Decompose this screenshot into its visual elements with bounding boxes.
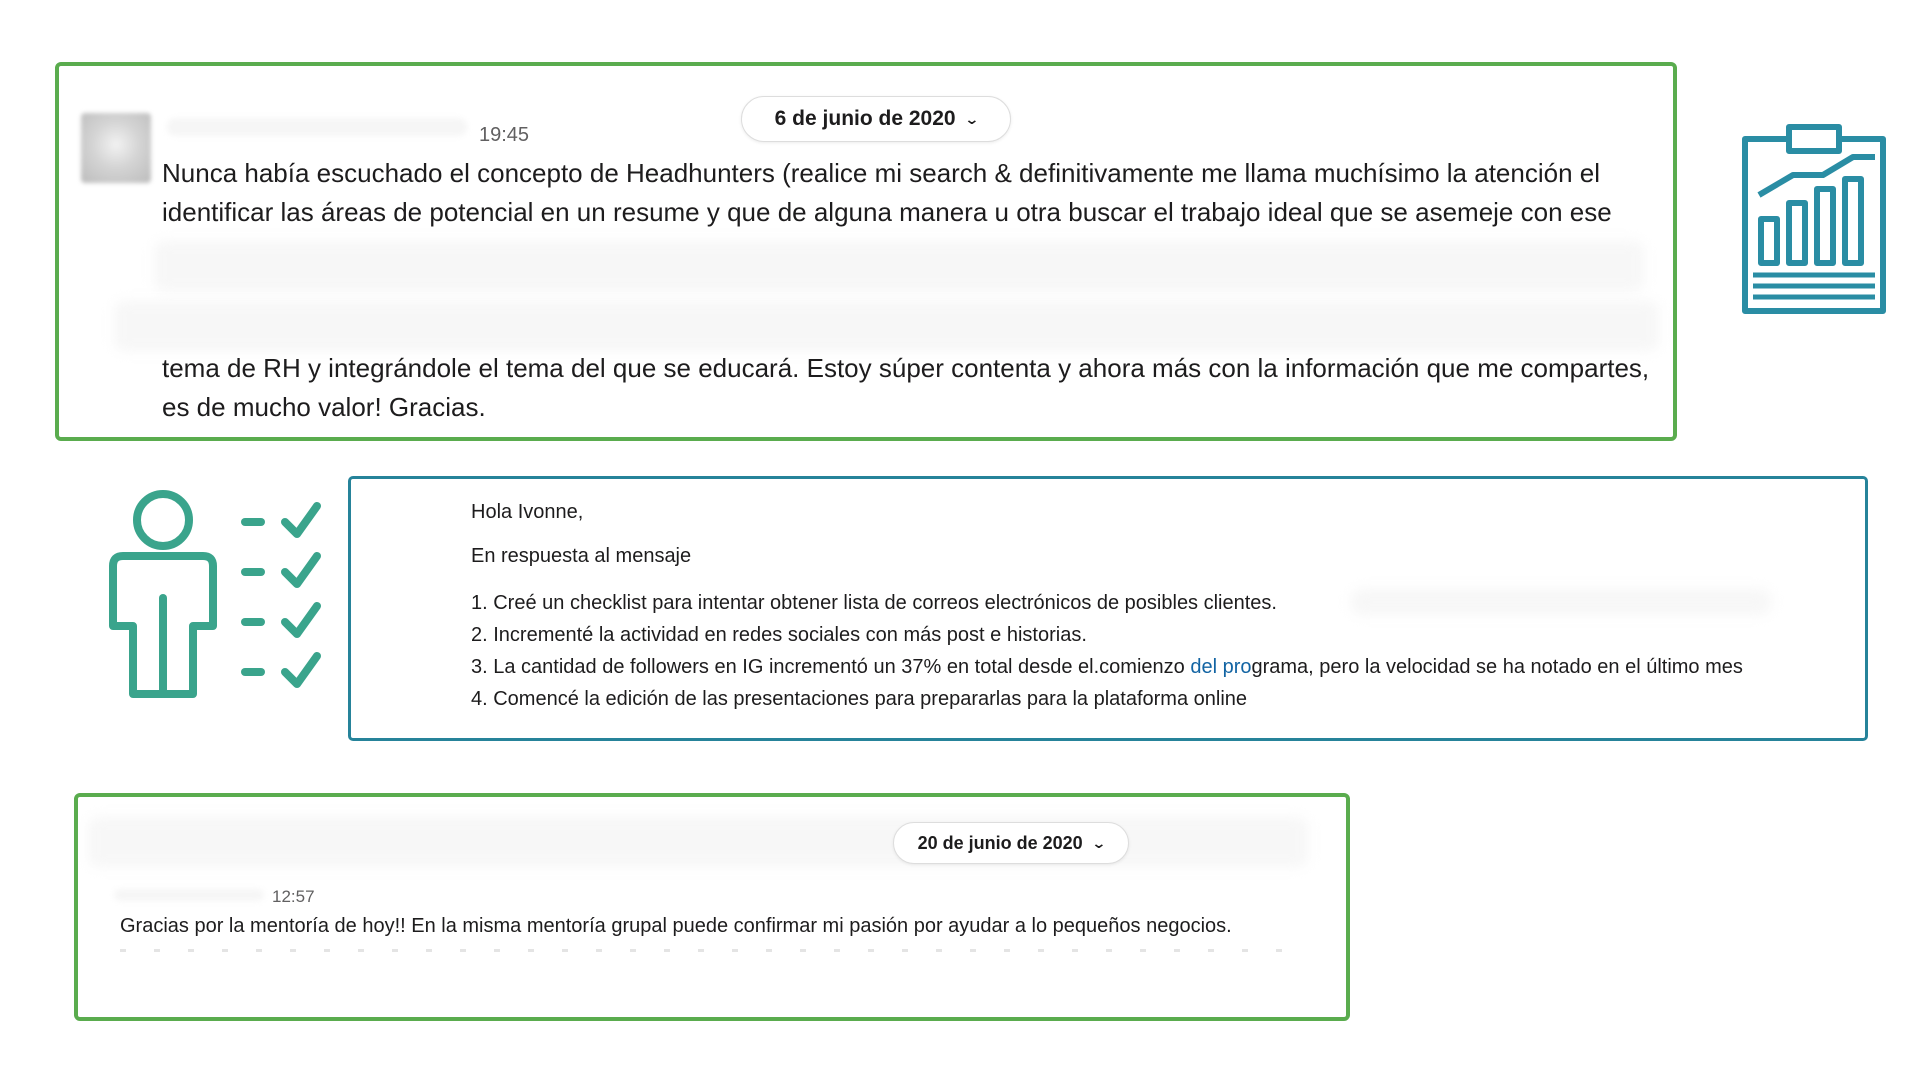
- message-line: identificar las áreas de potencial en un resume y que de alguna manera u otra buscar el trabajo ideal que se asemeje con ese: [162, 197, 1612, 227]
- list-item-text: grama, pero la velocidad se ha notado en el último mes: [1251, 656, 1743, 678]
- clipboard-chart-icon: [1741, 123, 1887, 315]
- cutoff-text-line: [120, 949, 1310, 952]
- program-link[interactable]: del pro: [1190, 656, 1252, 678]
- message-card-2: [74, 793, 1350, 1021]
- person-checklist-icon: [105, 488, 325, 700]
- message-line: es de mucho valor! Gracias.: [162, 392, 486, 422]
- message-text: Gracias por la mentoría de hoy!! En la misma mentoría grupal puede confirmar mi pasión por ayudar a lo pequeños negocios.: [120, 915, 1232, 937]
- blurred-username: [114, 889, 264, 901]
- redacted-area: [1351, 589, 1771, 615]
- chevron-down-icon: ⌄: [963, 110, 980, 127]
- message-timestamp[interactable]: 12:57: [272, 887, 315, 906]
- redacted-area: [154, 241, 1644, 291]
- chevron-down-icon: ⌄: [1090, 834, 1107, 851]
- list-item: 1. Creé un checklist para intentar obtener lista de correos electrónicos de posibles clientes.: [471, 592, 1277, 614]
- redacted-area: [114, 301, 1659, 351]
- greeting: Hola Ivonne,: [471, 501, 584, 523]
- list-item: [471, 651, 1743, 683]
- date-label: 6 de junio de 2020: [774, 107, 956, 130]
- message-timestamp[interactable]: 19:45: [479, 124, 530, 146]
- message-line: tema de RH y integrándole el tema del que se educará. Estoy súper contenta y ahora más con la información que me compartes,: [162, 353, 1650, 383]
- date-divider-button[interactable]: [741, 96, 1011, 142]
- response-card: [348, 476, 1868, 741]
- list-item: 2. Incrementé la actividad en redes sociales con más post e historias.: [471, 624, 1087, 646]
- blurred-username: [167, 118, 467, 136]
- date-divider-button[interactable]: [893, 822, 1129, 864]
- intro-text: En respuesta al mensaje: [471, 545, 692, 567]
- list-item: 4. Comencé la edición de las presentaciones para prepararlas para la plataforma online: [471, 688, 1248, 710]
- list-item-text: 3. La cantidad de followers en IG incrementó un 37% en total desde el.comienzo: [471, 656, 1191, 678]
- date-label: 20 de junio de 2020: [917, 832, 1083, 853]
- message-line: Nunca había escuchado el concepto de Headhunters (realice mi search & definitivamente me llama muchísimo la atención el: [162, 158, 1600, 188]
- message-card-1: [55, 62, 1677, 441]
- avatar[interactable]: [81, 113, 151, 183]
